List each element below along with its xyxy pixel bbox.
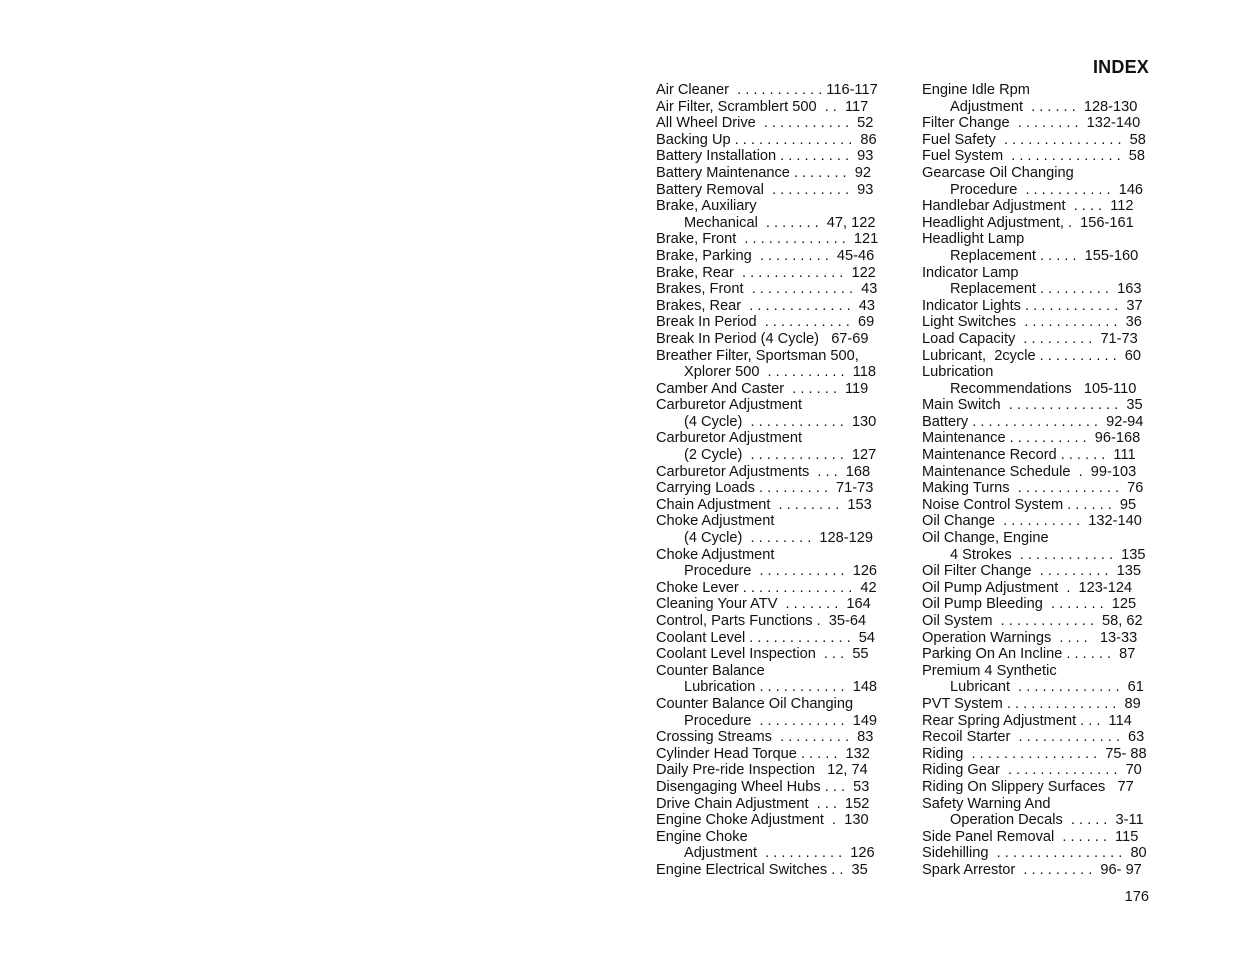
index-entry: Battery Installation . . . . . . . . . 93	[656, 148, 874, 165]
index-column-right	[922, 82, 1152, 879]
page-number: 176	[1124, 889, 1149, 905]
index-entry: Breather Filter, Sportsman 500,	[656, 347, 859, 364]
index-entry: Oil System . . . . . . . . . . . . 58, 62	[922, 613, 1143, 629]
index-entry: Maintenance . . . . . . . . . . 96-168	[922, 430, 1141, 447]
index-entry-continuation: Procedure . . . . . . . . . . . 126	[684, 563, 878, 580]
index-entry: Break In Period . . . . . . . . . . . 69	[656, 314, 875, 331]
index-entry: Disengaging Wheel Hubs . . . 53	[656, 778, 870, 795]
index-entry-continuation: Operation Decals . . . . . 3-11	[950, 812, 1144, 829]
index-entry-continuation: Lubrication . . . . . . . . . . . 148	[684, 679, 878, 696]
index-entry: Brakes, Front . . . . . . . . . . . . . 43	[656, 281, 878, 298]
index-entry: Brake, Auxiliary	[656, 198, 757, 215]
index-entry: Choke Adjustment	[656, 546, 775, 563]
index-entry-continuation: Replacement . . . . . 155-160	[950, 247, 1139, 264]
index-entry: Brake, Parking . . . . . . . . . 45-46	[656, 247, 875, 264]
index-entry-continuation: (2 Cycle) . . . . . . . . . . . . 127	[684, 447, 877, 464]
index-entry-continuation: Xplorer 500 . . . . . . . . . . 118	[684, 364, 876, 381]
index-entry: Engine Idle Rpm	[922, 82, 1030, 98]
index-entry: Filter Change . . . . . . . . 132-140	[922, 115, 1141, 132]
index-entry: Brakes, Rear . . . . . . . . . . . . . 43	[656, 297, 875, 314]
index-entry-continuation: Procedure . . . . . . . . . . . 146	[950, 181, 1144, 198]
index-entry: Air Filter, Scramblert 500 . . 117	[656, 98, 869, 115]
index-entry: Rear Spring Adjustment . . . 114	[922, 712, 1132, 729]
index-entry: Carburetor Adjustments . . . 168	[656, 463, 871, 480]
index-entry: Camber And Caster . . . . . . 119	[656, 380, 869, 397]
index-entry: Drive Chain Adjustment . . . 152	[656, 795, 870, 812]
index-entry: Choke Lever . . . . . . . . . . . . . . 42	[656, 579, 877, 596]
index-column-left	[656, 82, 886, 879]
index-entry: Counter Balance	[656, 662, 765, 679]
index-entry: Parking On An Incline . . . . . . 87	[922, 646, 1136, 663]
index-entry: Headlight Lamp	[922, 231, 1025, 248]
index-entry: Noise Control System . . . . . . 95	[922, 496, 1137, 513]
index-entry: Oil Pump Bleeding . . . . . . . 125	[922, 596, 1137, 613]
index-entry: Break In Period (4 Cycle) 67-69	[656, 330, 869, 347]
index-entry: Premium 4 Synthetic	[922, 662, 1057, 679]
index-entry-continuation: Recommendations 105-110	[950, 380, 1137, 397]
index-entry: Side Panel Removal . . . . . . 115	[922, 828, 1139, 845]
index-entry: Making Turns . . . . . . . . . . . . . 76	[922, 480, 1144, 497]
index-entry: Light Switches . . . . . . . . . . . . 36	[922, 314, 1142, 331]
index-entry: Riding . . . . . . . . . . . . . . . . 75- 88	[922, 745, 1147, 762]
index-entry-continuation: Lubricant . . . . . . . . . . . . . 61	[950, 679, 1144, 696]
index-entry: Headlight Adjustment, . 156-161	[922, 214, 1134, 231]
index-entry: Air Cleaner . . . . . . . . . . . 116-117	[656, 82, 878, 98]
index-entry-continuation: Mechanical . . . . . . . 47, 122	[684, 214, 876, 231]
index-entry: Load Capacity . . . . . . . . . 71-73	[922, 330, 1138, 347]
index-entry: Oil Change . . . . . . . . . . 132-140	[922, 513, 1142, 530]
index-entry: Operation Warnings . . . . 13-33	[922, 629, 1138, 646]
index-entry: Riding On Slippery Surfaces 77	[922, 778, 1134, 795]
index-entry: Engine Electrical Switches . . 35	[656, 861, 868, 878]
index-entry-continuation: (4 Cycle) . . . . . . . . . . . . 130	[684, 413, 877, 430]
index-entry: Main Switch . . . . . . . . . . . . . . 35	[922, 397, 1143, 414]
index-entry: Carburetor Adjustment	[656, 430, 803, 447]
index-entry: Battery Maintenance . . . . . . . 92	[656, 164, 871, 181]
index-entry: Oil Change, Engine	[922, 530, 1049, 547]
index-entry: Counter Balance Oil Changing	[656, 695, 854, 712]
index-entry-continuation: Procedure . . . . . . . . . . . 149	[684, 712, 878, 729]
index-entry: Carburetor Adjustment	[656, 397, 803, 414]
index-entry: Coolant Level Inspection . . . 55	[656, 646, 869, 663]
index-entry: Brake, Rear . . . . . . . . . . . . . 122	[656, 264, 876, 281]
index-entry: Lubrication	[922, 364, 994, 381]
index-entry: Control, Parts Functions . 35-64	[656, 613, 867, 629]
index-entry: Battery Removal . . . . . . . . . . 93	[656, 181, 874, 198]
index-entry-continuation: Adjustment . . . . . . . . . . 126	[684, 845, 875, 862]
index-entry: Fuel System . . . . . . . . . . . . . . 58	[922, 148, 1146, 165]
index-entry: Spark Arrestor . . . . . . . . . 96- 97	[922, 861, 1142, 878]
index-entry: Brake, Front . . . . . . . . . . . . . 121	[656, 231, 879, 248]
index-entry: Cylinder Head Torque . . . . . 132	[656, 745, 870, 762]
index-entry: Engine Choke Adjustment . 130	[656, 812, 869, 829]
index-entry: Sidehilling . . . . . . . . . . . . . . . . 80	[922, 845, 1147, 862]
index-entry: Coolant Level . . . . . . . . . . . . . 54	[656, 629, 876, 646]
index-entry: Fuel Safety . . . . . . . . . . . . . . . 58	[922, 131, 1146, 148]
index-entry: Maintenance Schedule . 99-103	[922, 463, 1137, 480]
index-entry: Indicator Lights . . . . . . . . . . . . 37	[922, 297, 1143, 314]
index-entry: Daily Pre-ride Inspection 12, 74	[656, 762, 868, 779]
index-entry-continuation: Replacement . . . . . . . . . 163	[950, 281, 1142, 298]
index-entry: Oil Pump Adjustment . 123-124	[922, 579, 1133, 596]
index-entry-continuation: 4 Strokes . . . . . . . . . . . . 135	[950, 546, 1146, 563]
index-entry: Maintenance Record . . . . . . 111	[922, 447, 1136, 464]
index-entry: Backing Up . . . . . . . . . . . . . . . 86	[656, 131, 877, 148]
index-entry: Chain Adjustment . . . . . . . . 153	[656, 496, 872, 513]
index-entry: Safety Warning And	[922, 795, 1051, 812]
index-entry: Choke Adjustment	[656, 513, 775, 530]
index-entry: Lubricant, 2cycle . . . . . . . . . . 60	[922, 347, 1141, 364]
index-entry: Battery . . . . . . . . . . . . . . . . 92-94	[922, 413, 1144, 430]
index-entry: Indicator Lamp	[922, 264, 1019, 281]
index-entry-continuation: (4 Cycle) . . . . . . . . 128-129	[684, 530, 873, 547]
index-entry: Carrying Loads . . . . . . . . . 71-73	[656, 480, 874, 497]
index-entry-continuation: Adjustment . . . . . . 128-130	[950, 98, 1138, 115]
index-entry: All Wheel Drive . . . . . . . . . . . 52	[656, 115, 874, 132]
index-entry: Crossing Streams . . . . . . . . . 83	[656, 729, 874, 746]
index-entry: Handlebar Adjustment . . . . 112	[922, 198, 1134, 215]
index-entry: Engine Choke	[656, 828, 748, 845]
index-entry: Riding Gear . . . . . . . . . . . . . . 70	[922, 762, 1142, 779]
index-entry: Gearcase Oil Changing	[922, 164, 1074, 181]
index-entry: Oil Filter Change . . . . . . . . . 135	[922, 563, 1141, 580]
index-entry: Cleaning Your ATV . . . . . . . 164	[656, 596, 871, 613]
index-entry: Recoil Starter . . . . . . . . . . . . . 63	[922, 729, 1145, 746]
index-entry: PVT System . . . . . . . . . . . . . . 89	[922, 695, 1141, 712]
page-title: INDEX	[1092, 57, 1149, 77]
